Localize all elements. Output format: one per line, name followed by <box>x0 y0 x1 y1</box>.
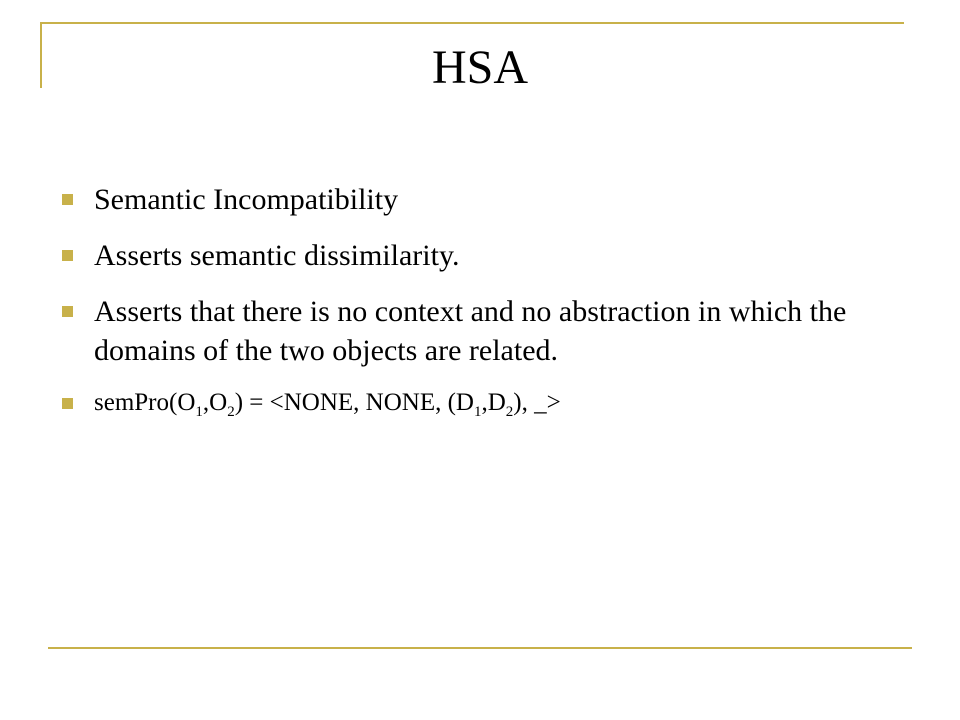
bullet-item <box>62 180 882 219</box>
square-bullet-icon <box>62 250 73 261</box>
bullet-list <box>62 180 882 436</box>
square-bullet-icon <box>62 398 73 409</box>
bullet-item <box>62 292 882 370</box>
square-bullet-icon <box>62 306 73 317</box>
formula-bullet <box>62 387 882 419</box>
bullet-text: Asserts that there is no context and no abstraction in which the domains of the two objects are related. <box>94 295 847 367</box>
frame-top-line <box>40 22 904 24</box>
bullet-text: Semantic Incompatibility <box>94 183 399 216</box>
bullet-item <box>62 236 882 275</box>
slide-title: HSA <box>431 41 529 94</box>
bullet-text: Asserts semantic dissimilarity. <box>94 239 460 272</box>
frame-bottom-line <box>48 647 912 649</box>
formula-text: $semPro(O_1,O_2)$ = <NONE, NONE, $(D_1,D_2)$, _> <box>94 389 561 420</box>
square-bullet-icon <box>62 194 73 205</box>
